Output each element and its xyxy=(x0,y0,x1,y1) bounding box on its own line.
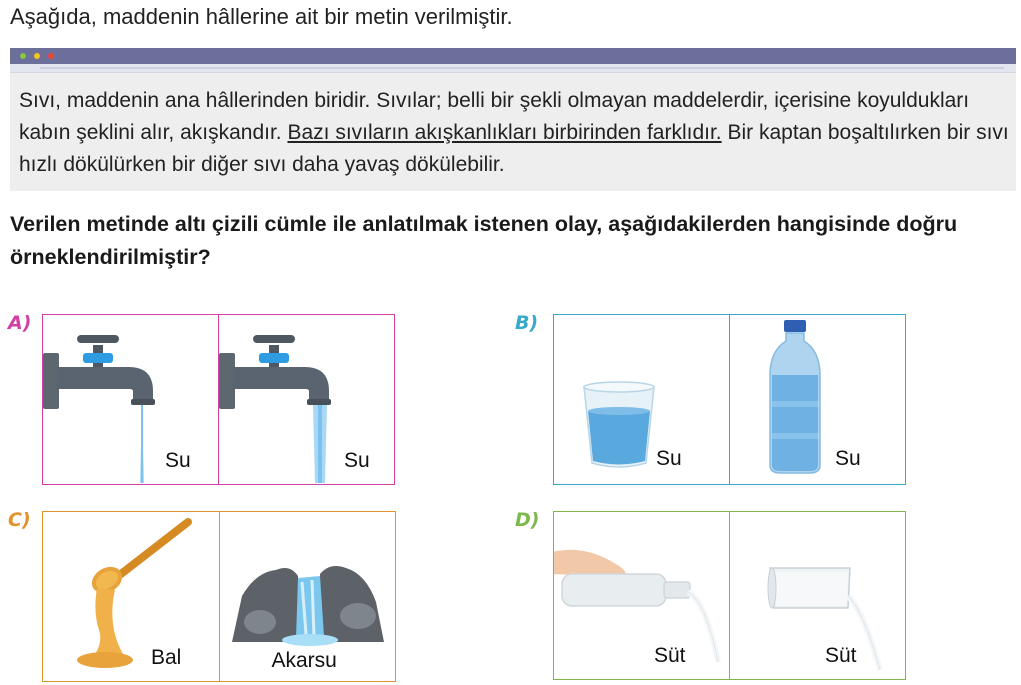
option-b-right-cell xyxy=(729,315,905,484)
option-b-panel[interactable] xyxy=(553,314,906,485)
milk-bottle-pouring-icon xyxy=(554,512,729,679)
option-d-label[interactable]: D) xyxy=(515,509,540,531)
question-text: Verilen metinde altı çizili cümle ile anlatılmak istenen olay, aşağıdakilerden hangisinde doğru örneklendirilmiştir? xyxy=(10,212,958,269)
water-bottle-icon xyxy=(730,315,905,484)
option-a-label[interactable]: A) xyxy=(8,312,32,334)
option-a-panel[interactable] xyxy=(42,314,395,485)
window-dot-green xyxy=(20,53,26,59)
option-d-right-caption: Süt xyxy=(825,644,857,667)
faucet-icon xyxy=(43,315,218,484)
passage-underlined-sentence: Bazı sıvıların akışkanlıkları birbirinden farklıdır. xyxy=(287,121,722,144)
browser-address-bar xyxy=(10,64,1016,73)
option-c-label[interactable]: C) xyxy=(8,509,31,531)
honey-dipper-icon xyxy=(43,512,219,681)
option-c-right-caption: Akarsu xyxy=(271,649,337,672)
option-b-label[interactable]: B) xyxy=(515,312,539,334)
intro-text: Aşağıda, maddenin hâllerine ait bir metin verilmiştir. xyxy=(10,4,513,29)
window-dot-yellow xyxy=(34,53,40,59)
option-d-right-cell xyxy=(729,512,905,679)
option-a-right-caption: Su xyxy=(344,449,370,472)
option-a-left-caption: Su xyxy=(165,449,191,472)
option-b-right-caption: Su xyxy=(835,447,861,470)
passage-part1: Sıvı, maddenin ana hâllerinden biridir. Sıvılar; belli bir şekli olmayan maddelerdir, içerisine koyuldukları kabın şeklini alır, akışkandır. xyxy=(19,89,970,144)
option-b-left-cell xyxy=(554,315,729,484)
passage-box xyxy=(10,48,1016,191)
window-dot-red xyxy=(48,53,54,59)
option-b-left-caption: Su xyxy=(656,447,682,470)
passage-text xyxy=(10,73,1016,181)
passage-part2: Bir kaptan boşaltılırken bir sıvı hızlı dökülürken bir diğer sıvı daha yavaş dökülebilir. xyxy=(19,121,1009,176)
option-c-left-caption: Bal xyxy=(151,646,182,669)
option-a-right-cell xyxy=(218,315,394,484)
browser-title-bar xyxy=(10,48,1016,64)
option-d-left-caption: Süt xyxy=(654,644,686,667)
option-c-right-cell xyxy=(219,512,396,681)
option-a-left-cell xyxy=(43,315,218,484)
milk-glass-pouring-icon xyxy=(730,512,905,679)
option-c-panel[interactable] xyxy=(42,511,396,682)
option-d-panel[interactable] xyxy=(553,511,906,680)
option-c-left-cell xyxy=(43,512,219,681)
water-glass-icon xyxy=(554,315,729,484)
option-d-left-cell xyxy=(554,512,729,679)
